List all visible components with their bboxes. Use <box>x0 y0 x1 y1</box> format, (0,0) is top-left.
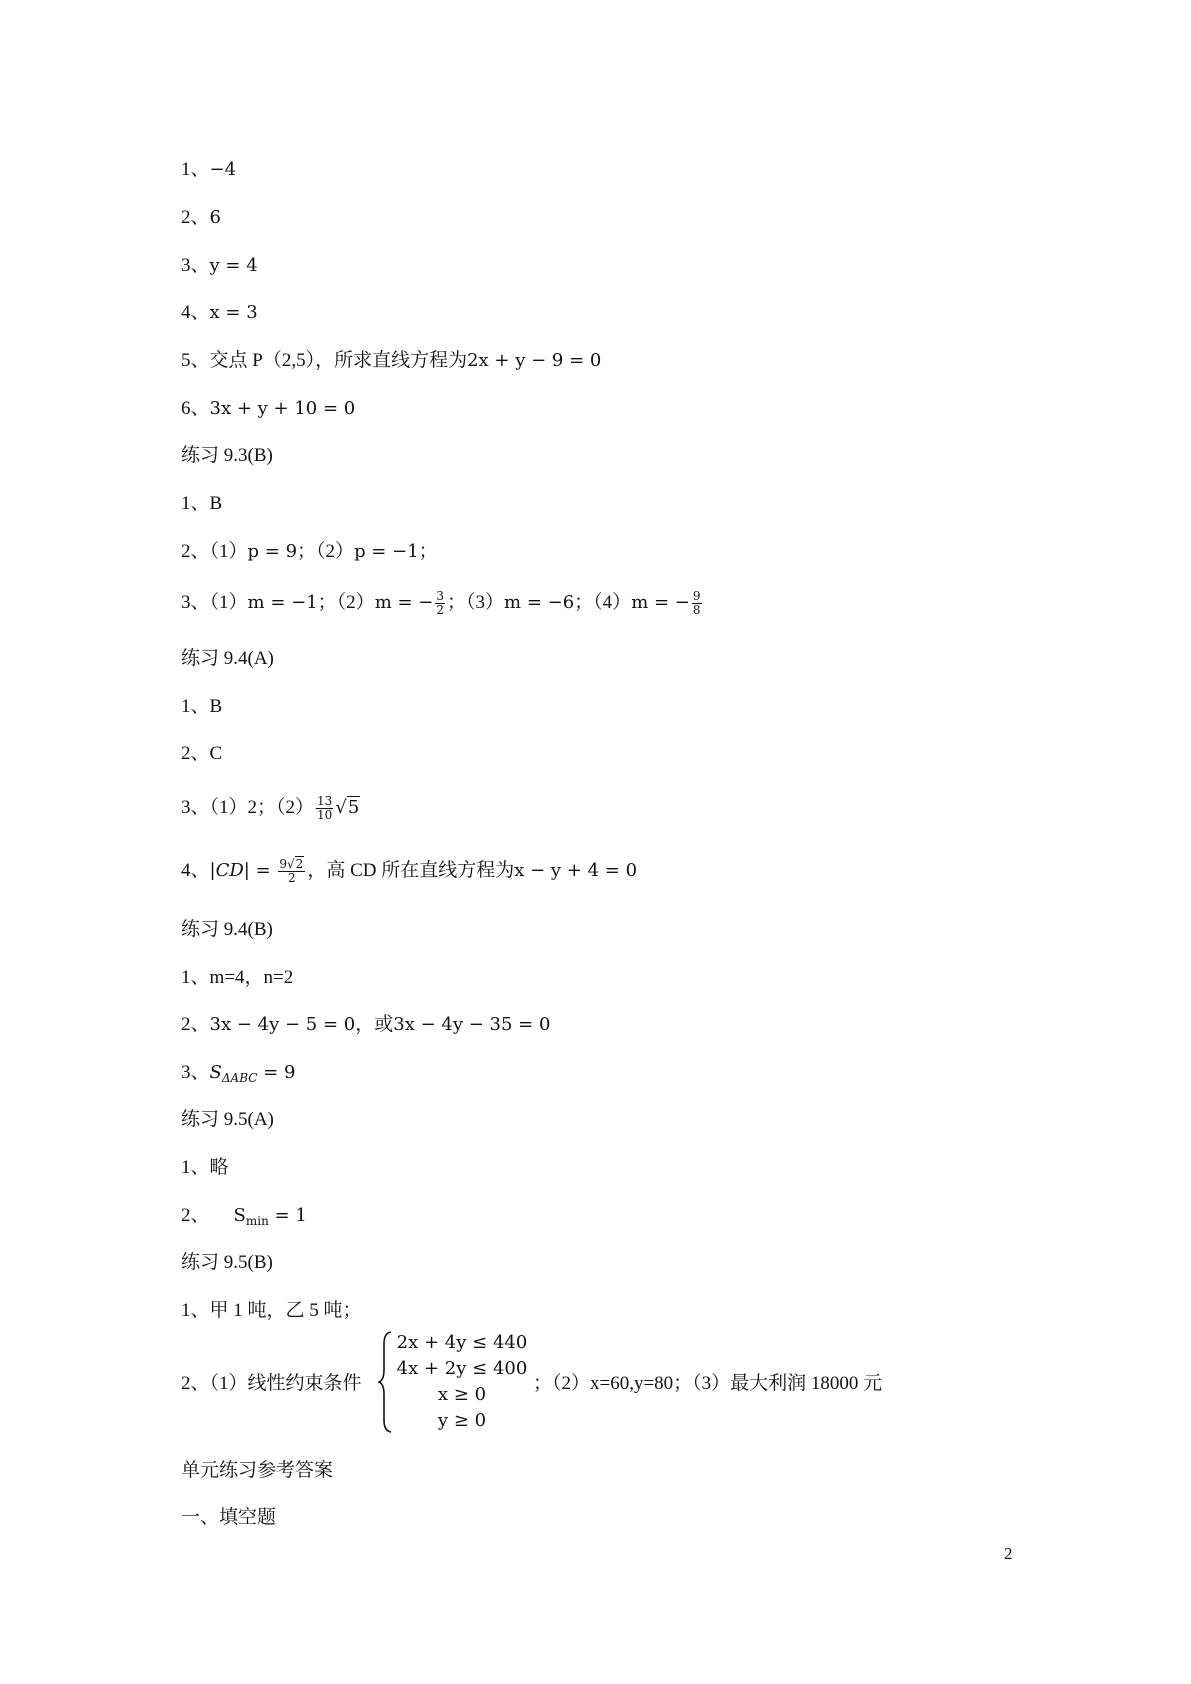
expr: p = −1 <box>354 541 419 562</box>
constraint: 4x + 2y ≤ 400 <box>396 1358 528 1379</box>
separator: ； <box>418 541 438 562</box>
expr: m = − <box>631 592 690 613</box>
answer-text: ，高 CD 所在直线方程为 <box>307 860 515 881</box>
answer-expr: x = 3 <box>209 302 258 323</box>
answer-label: 4、 <box>181 302 210 323</box>
fraction-numerator <box>278 858 305 872</box>
part-label: （1）2； <box>209 797 277 818</box>
section-title-9-4b: 练习 9.4(B) <box>181 919 273 940</box>
part-label: （1） <box>209 592 248 613</box>
answer-expr: −4 <box>209 159 237 180</box>
q2-9-3b <box>181 539 438 565</box>
left-brace-icon <box>378 1330 392 1434</box>
page-number: 2 <box>1004 1544 1013 1563</box>
answer-text: ；（2）x=60,y=80；（3）最大利润 18000 元 <box>533 1373 883 1394</box>
coefficient: 9 <box>279 857 288 872</box>
part-label: （2） <box>276 797 315 818</box>
answer-expr: 2x + y − 9 = 0 <box>467 350 602 371</box>
expr: |CD| = <box>209 860 277 881</box>
fraction <box>278 858 305 885</box>
answer-2 <box>181 205 221 231</box>
q2-9-4b <box>181 1012 550 1038</box>
q3-9-4a <box>181 795 360 822</box>
fraction <box>435 590 445 617</box>
answer-text: 交点 P（2,5），所求直线方程为 <box>209 350 468 371</box>
expr: m = −1 <box>247 592 318 613</box>
fraction-denominator: 2 <box>436 603 445 618</box>
answer-3 <box>181 253 258 279</box>
constraint-list <box>395 1330 529 1434</box>
answer-1 <box>181 157 236 183</box>
expr: m = −6 <box>504 592 575 613</box>
answer-label: 5、 <box>181 350 210 371</box>
section-title-9-3b: 练习 9.3(B) <box>181 445 273 466</box>
expr: = 9 <box>257 1062 296 1083</box>
answer-expr: 6 <box>209 207 221 228</box>
answer-5 <box>181 348 601 374</box>
q-label: 3、 <box>181 1062 210 1083</box>
unit-subtitle: 一、填空题 <box>181 1507 277 1528</box>
q2-9-5a <box>181 1203 307 1234</box>
separator: ； <box>297 541 317 562</box>
answer-label: 3、 <box>181 255 210 276</box>
expr: m = − <box>374 592 434 613</box>
unit-title: 单元练习参考答案 <box>181 1460 334 1481</box>
q-label: 3、 <box>181 797 210 818</box>
part-label: （2） <box>316 541 355 562</box>
q-label: 3、 <box>181 592 210 613</box>
subscript: min <box>245 1214 269 1228</box>
part-label: ；（4） <box>574 592 632 613</box>
radicand: 2 <box>295 857 304 872</box>
q1-9-4a: 1、B <box>181 696 223 717</box>
fraction-denominator: 8 <box>692 603 701 618</box>
q1-9-3b: 1、B <box>181 493 223 514</box>
answer-expr: y = 4 <box>209 255 258 276</box>
q4-9-4a <box>181 858 637 885</box>
section-title-9-5a: 练习 9.5(A) <box>181 1109 274 1130</box>
answer-6 <box>181 396 355 422</box>
q3-9-3b <box>181 590 704 617</box>
fraction <box>692 590 702 617</box>
constraint: y ≥ 0 <box>437 1410 487 1431</box>
part-label: （1） <box>209 541 248 562</box>
q-label: 2、 <box>181 541 210 562</box>
section-title-9-4a: 练习 9.4(A) <box>181 648 274 669</box>
fraction-numerator: 9 <box>692 589 701 604</box>
constraint: x ≥ 0 <box>437 1384 487 1405</box>
q-label: 2、 <box>181 1205 210 1226</box>
q1-9-5b: 1、甲 1 吨，乙 5 吨； <box>181 1300 362 1321</box>
part-label: ；（2） <box>317 592 375 613</box>
expr: 3x − 4y − 35 = 0 <box>393 1014 551 1035</box>
expr: = 1 <box>268 1205 307 1226</box>
q1-9-4b: 1、m=4，n=2 <box>181 967 294 988</box>
q2-9-4a: 2、C <box>181 743 223 764</box>
answer-label: 6、 <box>181 398 210 419</box>
square-root: √5 <box>335 797 360 818</box>
section-title-9-5b: 练习 9.5(B) <box>181 1252 273 1273</box>
square-root: √2 <box>287 857 304 872</box>
answer-label: 2、 <box>181 207 210 228</box>
q-label: 2、（1）线性约束条件 <box>181 1373 362 1394</box>
fraction-numerator: 13 <box>317 794 333 809</box>
q-label: 2、 <box>181 1014 210 1035</box>
expr: p = 9 <box>247 541 298 562</box>
area-symbol: S <box>233 1205 246 1226</box>
fraction-numerator: 3 <box>436 589 445 604</box>
answer-4 <box>181 300 258 326</box>
fraction-denominator: 2 <box>288 871 296 886</box>
radicand: 5 <box>347 797 360 818</box>
answer-label: 1、 <box>181 159 210 180</box>
answer-expr: 3x + y + 10 = 0 <box>209 398 356 419</box>
q3-9-4b <box>181 1060 295 1091</box>
expr: 3x − 4y − 5 = 0 <box>209 1014 356 1035</box>
part-label: ；（3） <box>447 592 505 613</box>
fraction-denominator: 10 <box>317 808 333 823</box>
constraint: 2x + 4y ≤ 440 <box>396 1332 528 1353</box>
q-label: 4、 <box>181 860 210 881</box>
q1-9-5a: 1、略 <box>181 1157 229 1178</box>
fraction <box>316 795 333 822</box>
area-symbol: S <box>209 1062 222 1083</box>
answer-text: ，或 <box>355 1014 394 1035</box>
subscript: ΔABC <box>221 1071 258 1085</box>
expr: x − y + 4 = 0 <box>514 860 638 881</box>
